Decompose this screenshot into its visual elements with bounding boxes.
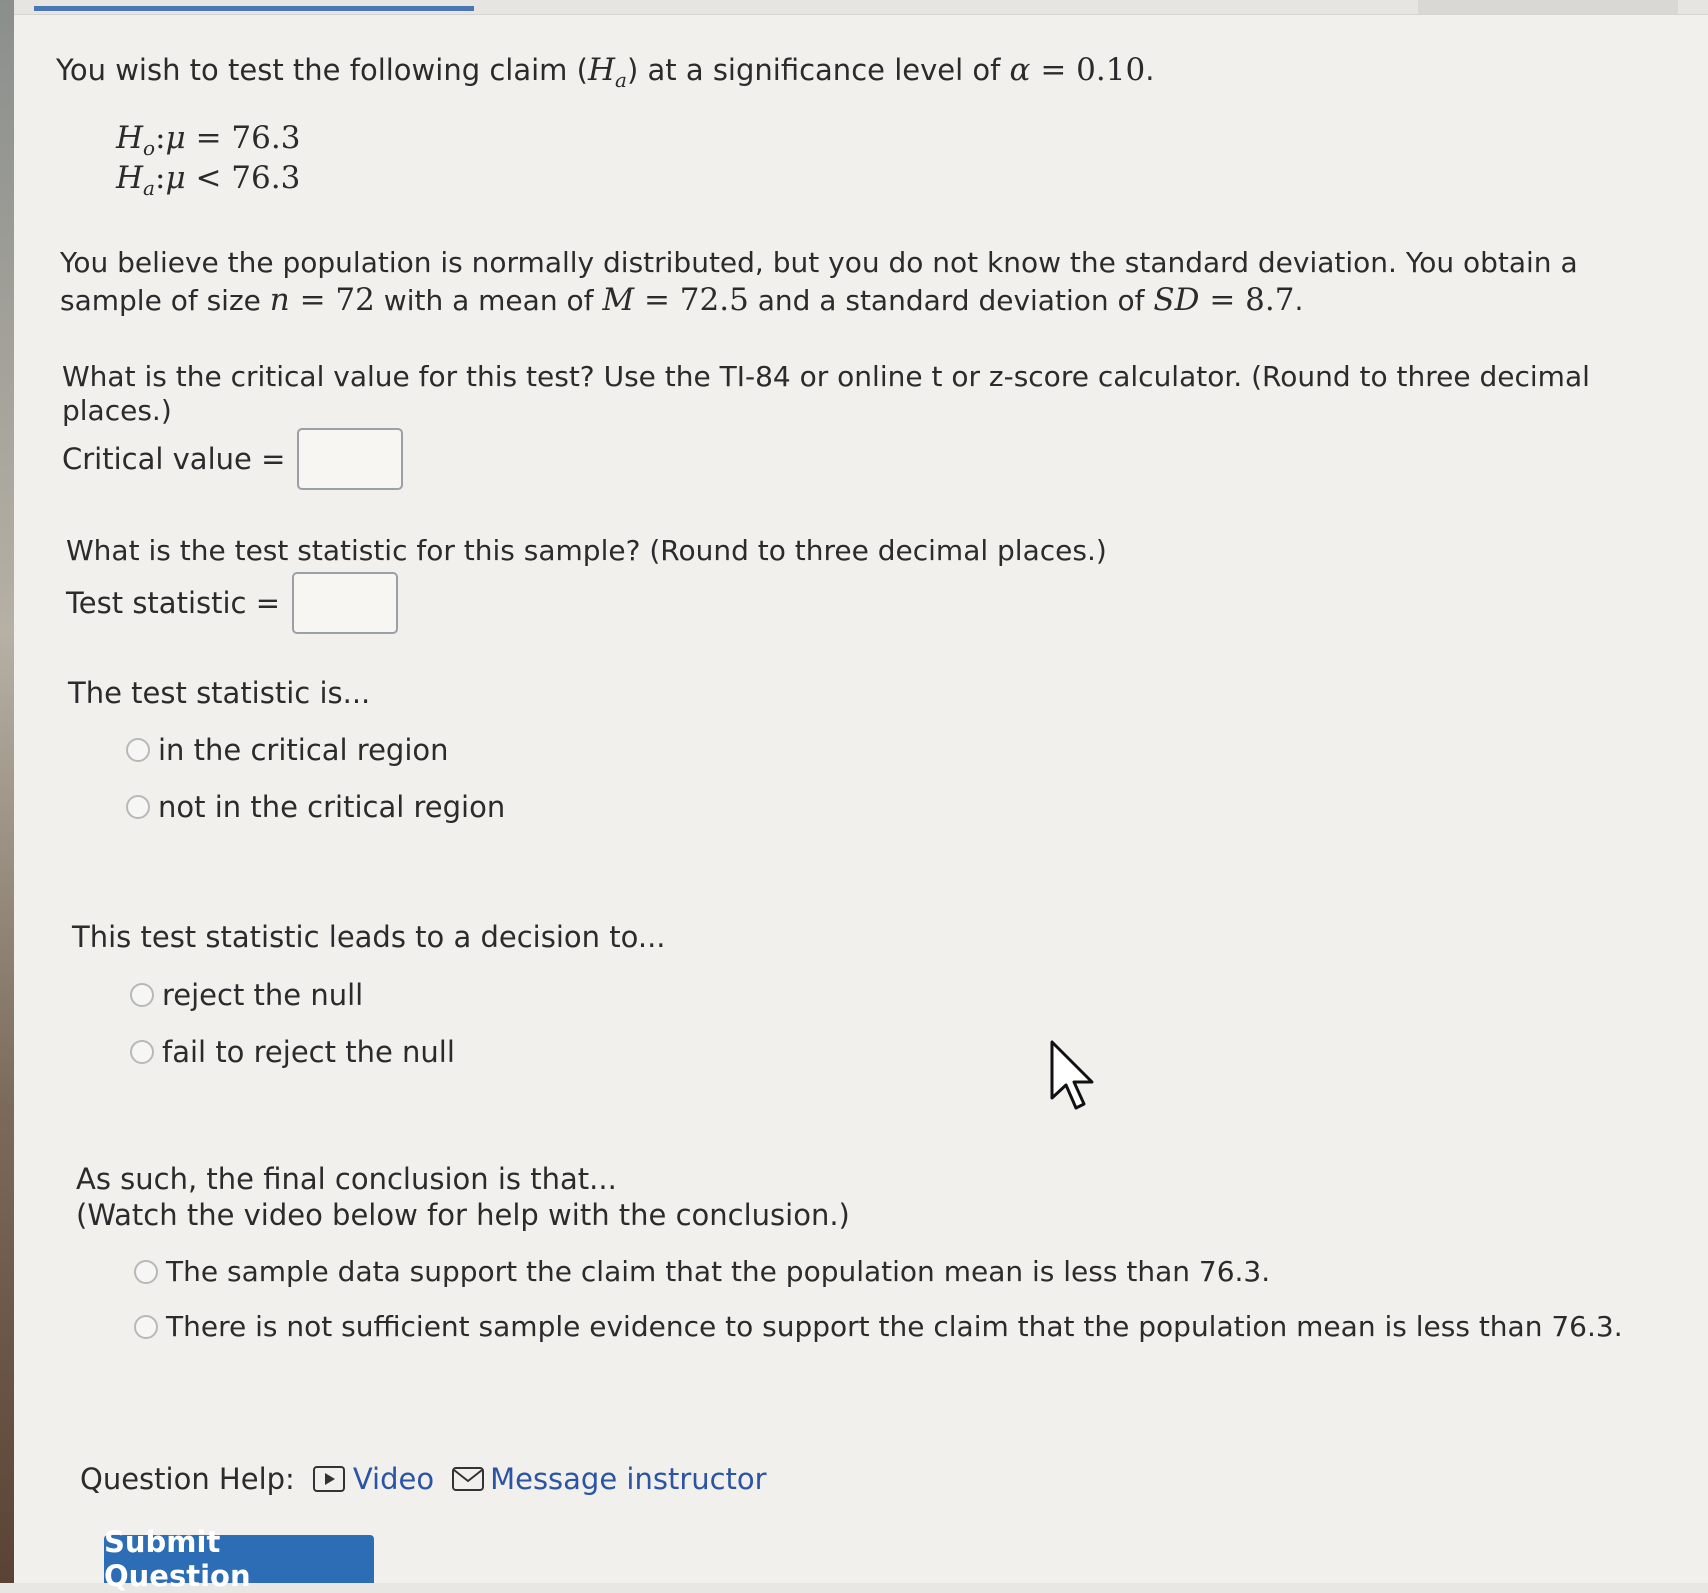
alt-hypothesis: $H_a:\mu < 76.3$ xyxy=(116,160,301,201)
region-option-in[interactable]: in the critical region xyxy=(126,733,449,767)
conclusion-option-support[interactable]: The sample data support the claim that the population mean is less than 76.3. xyxy=(134,1255,1270,1288)
decision-option-reject[interactable]: reject the null xyxy=(130,978,363,1012)
conclusion-prompt-line-2: (Watch the video below for help with the conclusion.) xyxy=(76,1198,850,1232)
radio-icon[interactable] xyxy=(134,1260,158,1284)
region-prompt: The test statistic is... xyxy=(68,676,371,710)
submit-question-button[interactable]: Submit Question xyxy=(104,1535,374,1583)
region-option-not-in[interactable]: not in the critical region xyxy=(126,790,505,824)
critical-value-row xyxy=(62,428,403,490)
radio-icon[interactable] xyxy=(126,795,150,819)
decision-option-fail-to-reject[interactable]: fail to reject the null xyxy=(130,1035,455,1069)
question-content xyxy=(14,0,1708,1593)
critical-value-label: Critical value = xyxy=(62,442,286,476)
test-statistic-input[interactable] xyxy=(292,572,398,634)
question-help xyxy=(80,1462,767,1496)
stat-question: What is the test statistic for this sample? (Round to three decimal places.) xyxy=(66,534,1107,567)
scenario-line-1: You believe the population is normally distributed, but you do not know the standard deviation. You obtain a xyxy=(60,246,1578,279)
envelope-icon xyxy=(452,1466,484,1492)
radio-icon[interactable] xyxy=(130,983,154,1007)
radio-icon[interactable] xyxy=(130,1040,154,1064)
question-page xyxy=(14,0,1708,1593)
video-icon xyxy=(313,1466,345,1492)
conclusion-prompt-line-1: As such, the final conclusion is that... xyxy=(76,1162,617,1196)
video-link[interactable]: Video xyxy=(313,1462,434,1496)
conclusion-option-not-sufficient[interactable]: There is not sufficient sample evidence to support the claim that the population mean is less than 76.3. xyxy=(134,1310,1623,1343)
critical-question-line-2: places.) xyxy=(62,394,172,427)
intro-line: You wish to test the following claim $(H_a)$ at a significance level of α = 0.10. xyxy=(56,52,1155,93)
question-help-label: Question Help: xyxy=(80,1462,295,1496)
radio-icon[interactable] xyxy=(126,738,150,762)
mouse-cursor-icon xyxy=(1050,1040,1096,1112)
test-statistic-row xyxy=(66,572,398,634)
scenario-line-2: sample of size n = 72 with a mean of M = 72.5 and a standard deviation of SD = 8.7. xyxy=(60,282,1304,318)
test-statistic-label: Test statistic = xyxy=(66,586,281,620)
radio-icon[interactable] xyxy=(134,1315,158,1339)
null-hypothesis: $H_o:\mu = 76.3$ xyxy=(116,120,301,161)
message-instructor-link[interactable]: Message instructor xyxy=(452,1462,767,1496)
critical-value-input[interactable] xyxy=(297,428,403,490)
critical-question-line-1: What is the critical value for this test? Use the TI-84 or online t or z-score calculator. (Round to three decimal xyxy=(62,360,1590,393)
decision-prompt: This test statistic leads to a decision to... xyxy=(72,920,666,954)
